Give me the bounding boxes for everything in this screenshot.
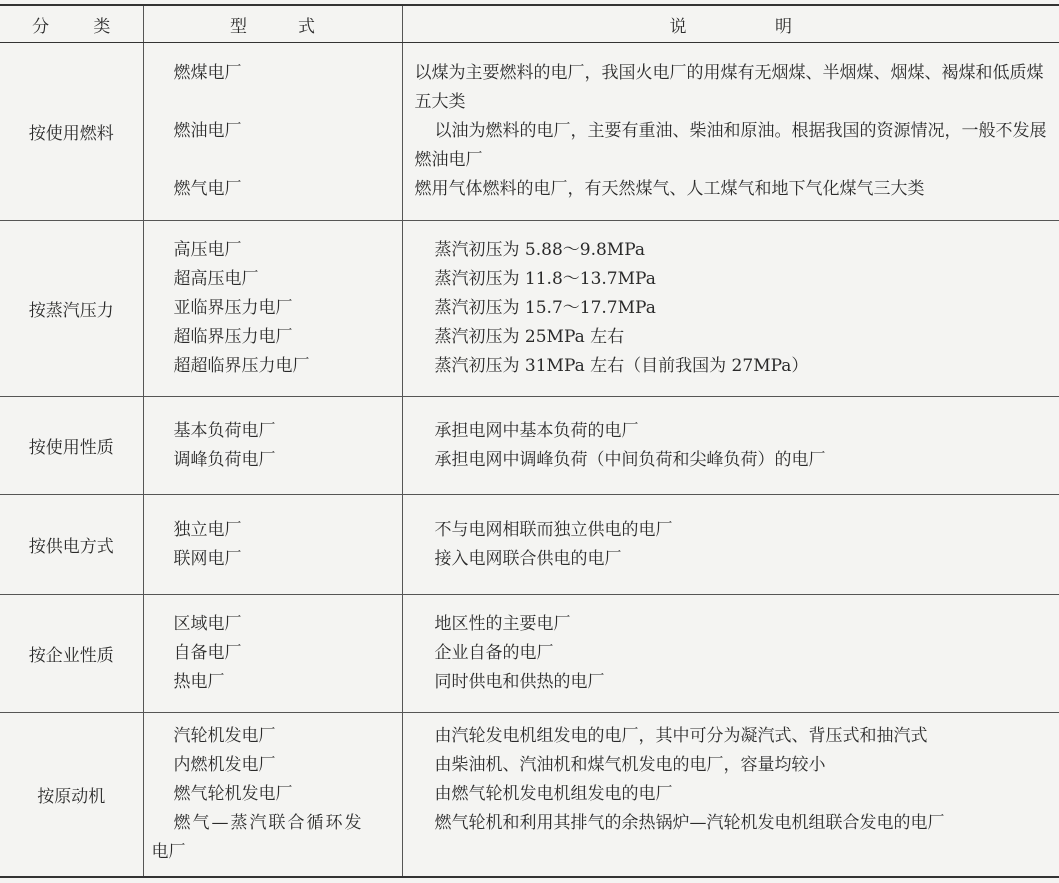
desc-item: 蒸汽初压为 25MPa 左右 (434, 327, 625, 347)
desc-item: 不与电网相联而独立供电的电厂 (434, 519, 673, 540)
type-item: 独立电厂 (173, 519, 242, 540)
desc-item: 由汽轮发电机组发电的电厂，其中可分为凝汽式、背压式和抽汽式 (434, 725, 928, 746)
descs-cell (402, 495, 1059, 595)
desc-item: 蒸汽初压为 31MPa 左右（目前我国为 27MPa） (434, 356, 809, 376)
header-description: 说 明 (402, 5, 1059, 43)
types-cell (143, 397, 402, 495)
table-row (0, 713, 1059, 877)
category-cell: 按原动机 (0, 713, 143, 877)
descs-cell (402, 221, 1059, 397)
desc-item: 由柴油机、汽油机和煤气机发电的电厂，容量均较小 (434, 754, 826, 775)
table-header-row (0, 5, 1059, 43)
desc-item: 企业自备的电厂 (434, 643, 554, 663)
type-item: 电厂 (151, 841, 186, 862)
table-row (0, 43, 1059, 221)
type-item: 燃气轮机发电厂 (173, 783, 293, 804)
table-row (0, 495, 1059, 595)
desc-item: 同时供电和供热的电厂 (434, 672, 605, 692)
types-cell (143, 595, 402, 713)
category-cell: 按企业性质 (0, 595, 143, 713)
header-category: 分 类 (0, 5, 143, 43)
type-item: 热电厂 (173, 672, 225, 692)
types-cell (143, 713, 402, 877)
desc-item: 燃气轮机和利用其排气的余热锅炉—汽轮机发电机组联合发电的电厂 (434, 812, 945, 833)
desc-item: 蒸汽初压为 15.7～17.7MPa (434, 298, 656, 318)
desc-item: 蒸汽初压为 5.88～9.8MPa (434, 240, 646, 260)
type-item: 基本负荷电厂 (173, 420, 276, 441)
desc-item: 燃用气体燃料的电厂，有天然煤气、人工煤气和地下气化煤气三大类 (414, 179, 925, 199)
type-item: 燃油电厂 (173, 121, 242, 141)
header-type: 型 式 (143, 5, 402, 43)
type-item: 燃气—蒸汽联合循环发 (173, 812, 364, 833)
desc-item: 地区性的主要电厂 (434, 614, 571, 634)
category-cell: 按蒸汽压力 (0, 221, 143, 397)
type-item: 燃煤电厂 (173, 63, 242, 83)
type-item: 内燃机发电厂 (173, 754, 276, 775)
power-plant-classification-table (0, 4, 1059, 878)
descs-cell (402, 595, 1059, 713)
type-item: 自备电厂 (173, 643, 242, 663)
type-item: 汽轮机发电厂 (173, 725, 276, 746)
table-row (0, 595, 1059, 713)
desc-item: 承担电网中基本负荷的电厂 (434, 420, 639, 441)
descs-cell (402, 397, 1059, 495)
table-row (0, 397, 1059, 495)
desc-item: 蒸汽初压为 11.8～13.7MPa (434, 269, 656, 289)
type-item: 区域电厂 (173, 614, 242, 634)
type-item: 燃气电厂 (173, 179, 242, 199)
descs-cell (402, 43, 1059, 221)
table-row (0, 221, 1059, 397)
type-item: 亚临界压力电厂 (173, 298, 293, 318)
type-item: 联网电厂 (173, 548, 242, 569)
desc-item: 以油为燃料的电厂，主要有重油、柴油和原油。根据我国的资源情况，一般不发展燃油电厂 (414, 121, 1047, 170)
desc-item: 接入电网联合供电的电厂 (434, 548, 622, 569)
type-item: 超临界压力电厂 (173, 327, 293, 347)
type-item: 超超临界压力电厂 (173, 356, 310, 376)
descs-cell (402, 713, 1059, 877)
type-item: 超高压电厂 (173, 269, 259, 289)
desc-item: 以煤为主要燃料的电厂，我国火电厂的用煤有无烟煤、半烟煤、烟煤、褐煤和低质煤五大类 (414, 63, 1044, 112)
types-cell (143, 43, 402, 221)
type-item: 调峰负荷电厂 (173, 449, 276, 470)
types-cell (143, 221, 402, 397)
category-cell: 按供电方式 (0, 495, 143, 595)
desc-item: 由燃气轮机发电机组发电的电厂 (434, 783, 673, 804)
desc-item: 承担电网中调峰负荷（中间负荷和尖峰负荷）的电厂 (434, 449, 826, 470)
types-cell (143, 495, 402, 595)
category-cell: 按使用性质 (0, 397, 143, 495)
type-item: 高压电厂 (173, 240, 242, 260)
category-cell: 按使用燃料 (0, 43, 143, 221)
